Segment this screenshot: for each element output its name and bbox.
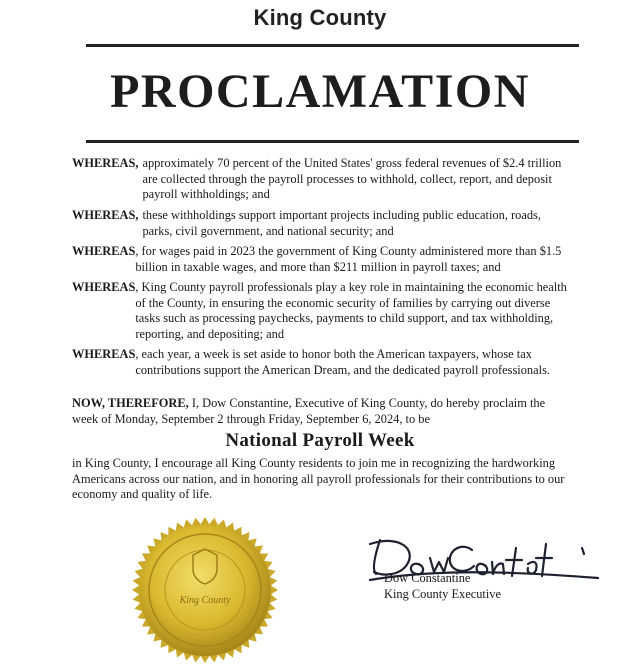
- clause-keyword: WHEREAS,: [72, 208, 139, 222]
- now-therefore-text: I, Dow Constantine, Executive of King County, do hereby proclaim the week of Monday, September 2 through Friday, September 6, 2024, to be: [72, 396, 546, 426]
- now-therefore-clause: [72, 396, 572, 427]
- closing-paragraph: in King County, I encourage all King County residents to join me in recognizing the hardworking Americans across our nation, and in honoring all payroll professionals for their contributions to our economy and quality of life.: [72, 456, 565, 502]
- clause-text: , each year, a week is set aside to honor both the American taxpayers, whose tax contributions support the American Dream, and the dedicated payroll professionals.: [135, 347, 550, 377]
- now-therefore-keyword: NOW, THEREFORE,: [72, 396, 189, 410]
- clause-keyword: WHEREAS: [72, 280, 136, 294]
- seal-text: King County: [179, 595, 231, 606]
- top-divider: [86, 44, 579, 47]
- whereas-clause-2: [72, 208, 572, 239]
- organization-name: King County: [253, 5, 387, 30]
- clause-keyword: WHEREAS,: [72, 156, 139, 170]
- clause-text: , for wages paid in 2023 the government of King County administered more than $1.5 billion in taxable wages, and more than $211 million in payroll taxes; and: [135, 244, 562, 274]
- gold-seal-icon: [130, 515, 280, 665]
- signer-block: [384, 570, 501, 602]
- whereas-clause-4: [72, 280, 572, 342]
- whereas-clause-5: [72, 347, 572, 378]
- proclamation-title: National Payroll Week: [225, 430, 415, 451]
- clause-text: approximately 70 percent of the United States' gross federal revenues of $2.4 trillion are collected through the payroll processes to withhold, collect, report, and deposit payroll withholdings; and: [142, 156, 562, 202]
- document-title: PROCLAMATION: [110, 65, 530, 118]
- whereas-clause-3: [72, 244, 572, 275]
- signer-name: Dow Constantine: [384, 571, 471, 585]
- clause-text: , King County payroll professionals play a key role in maintaining the economic health of the County, in ensuring the economic security of families by carrying out diverse tasks such as processing paychecks, payments to child support, and tax withholding, reporting, and depositing; and: [135, 280, 567, 341]
- bottom-divider: [86, 140, 579, 143]
- signer-role: King County Executive: [384, 587, 502, 601]
- clause-text: these withholdings support important projects including public education, roads, parks, civil government, and national security; and: [142, 208, 541, 238]
- clause-keyword: WHEREAS: [72, 347, 136, 361]
- clause-keyword: WHEREAS: [72, 244, 136, 258]
- whereas-clause-1: [72, 156, 572, 203]
